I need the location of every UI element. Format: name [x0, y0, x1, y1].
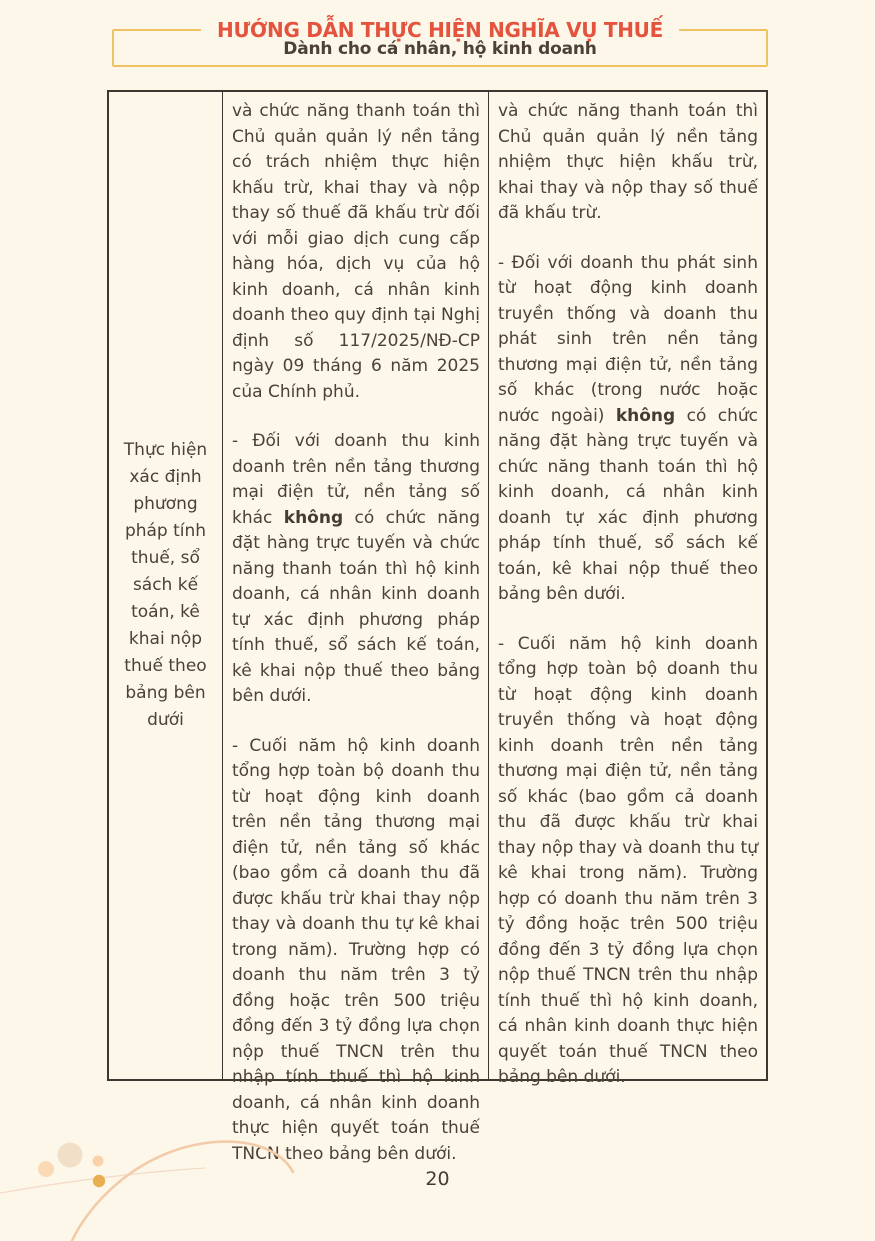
decor-circle-beige: [58, 1143, 83, 1168]
page-title: HƯỚNG DẪN THỰC HIỆN NGHĨA VỤ THUẾ: [201, 18, 679, 42]
paragraph: - Đối với doanh thu kinh doanh trên nền tảng thương mại điện tử, nền tảng số khác không có chức năng đặt hàng trực tuyến và chức năng thanh toán thì hộ kinh doanh, cá nhân kinh doanh tự xác định phương pháp tính thuế, sổ sách kế toán, kê khai nộp thuế theo bảng bên dưới.: [232, 431, 480, 706]
row-label-cell: [109, 92, 223, 1079]
paragraph: và chức năng thanh toán thì Chủ quản quản lý nền tảng nhiệm thực hiện khấu trừ, khai thay và nộp thay số thuế đã khấu trừ.: [498, 101, 758, 223]
traditional-and-platform-column: [489, 92, 766, 1087]
paragraph: - Đối với doanh thu phát sinh từ hoạt động kinh doanh truyền thống và doanh thu phát sinh trên nền tảng thương mại điện tử, nền tảng số khác (trong nước hoặc nước ngoài) không có chức năng đặt hàng trực tuyến và chức năng thanh toán thì hộ kinh doanh, cá nhân kinh doanh tự xác định phương pháp tính thuế, sổ sách kế toán, kê khai nộp thuế theo bảng bên dưới.: [498, 252, 758, 604]
paragraph: và chức năng thanh toán thì Chủ quản quản lý nền tảng có trách nhiệm thực hiện khấu trừ, khai thay và nộp thay số thuế đã khấu trừ đối với mỗi giao dịch cung cấp hàng hóa, dịch vụ của hộ kinh doanh, cá nhân kinh doanh theo quy định tại Nghị định số 117/2025/NĐ-CP ngày 09 tháng 6 năm 2025 của Chính phủ.: [232, 101, 480, 402]
paragraph: - Cuối năm hộ kinh doanh tổng hợp toàn bộ doanh thu từ hoạt động kinh doanh truyền thống và hoạt động kinh doanh trên nền tảng thương mại điện tử, nền tảng số khác (bao gồm cả doanh thu đã được khấu trừ khai thay nộp thay và doanh thu tự kê khai trong năm). Trường hợp có doanh thu năm trên 3 tỷ đồng hoặc trên 500 triệu đồng đến 3 tỷ đồng lựa chọn nộp thuế TNCN trên thu nhập tính thuế thì hộ kinh doanh, cá nhân kinh doanh thực hiện quyết toán thuế TNCN theo bảng bên dưới.: [498, 633, 758, 1087]
header-box: [112, 18, 768, 67]
tax-method-table: [107, 90, 768, 1164]
page-subtitle: Dành cho cá nhân, hộ kinh doanh: [283, 39, 597, 59]
decor-circle-peach-small: [93, 1156, 104, 1167]
paragraph: - Cuối năm hộ kinh doanh tổng hợp toàn bộ doanh thu từ hoạt động kinh doanh trên nền tảng thương mại điện tử, nền tảng số khác (bao gồm cả doanh thu đã được khấu trừ khai thay nộp thay và doanh thu tự kê khai trong năm). Trường hợp có doanh thu năm trên 3 tỷ đồng hoặc trên 500 triệu đồng đến 3 tỷ đồng lựa chọn nộp thuế TNCN trên thu nhập tính thuế thì hộ kinh doanh, cá nhân kinh doanh thực hiện quyết toán thuế TNCN theo bảng bên dưới.: [232, 735, 480, 1164]
row-label-text: Thực hiện xác định phương pháp tính thuế, sổ sách kế toán, kê khai nộp thuế theo bảng bên dưới: [123, 440, 208, 730]
platform-with-payment-column: [223, 92, 489, 1164]
page-number: 20: [425, 1168, 450, 1190]
